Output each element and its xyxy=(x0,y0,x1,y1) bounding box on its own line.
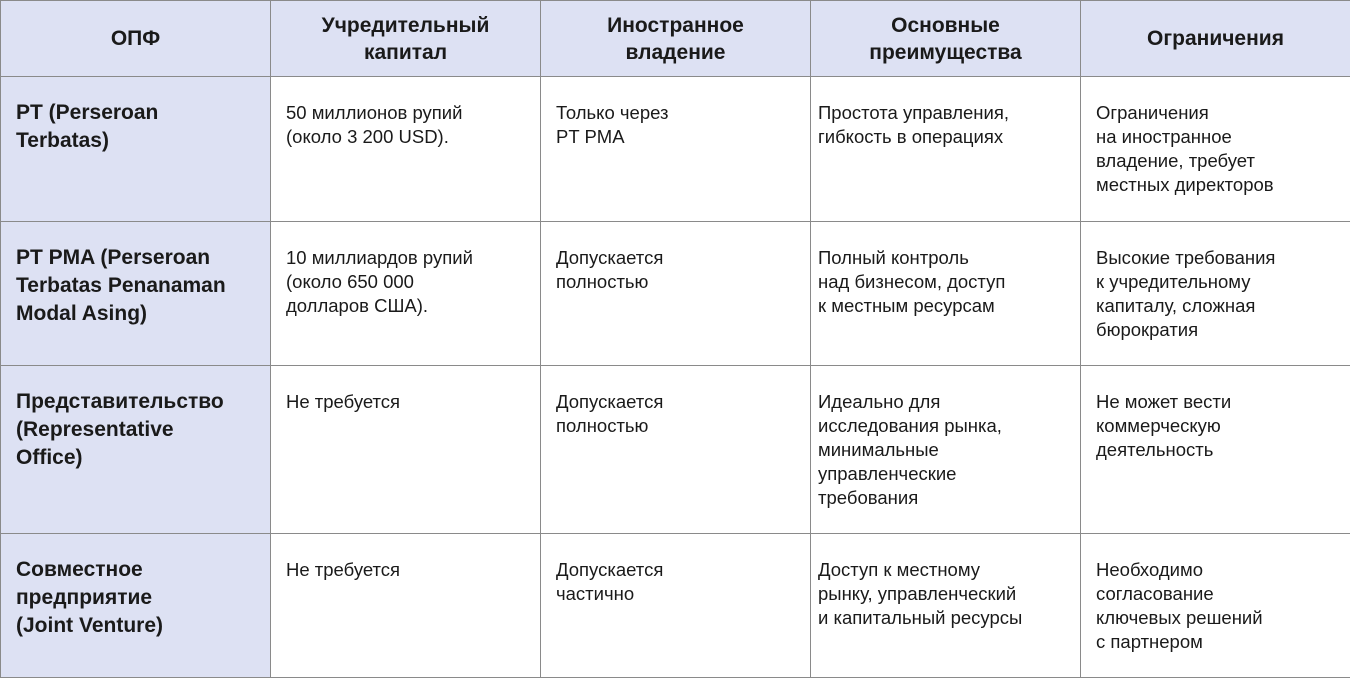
table-header xyxy=(1,1,1350,77)
table-row xyxy=(1,534,1350,678)
cell-capital: Не требуется xyxy=(271,366,541,534)
header-benefits: Основные преимущества xyxy=(811,1,1081,77)
cell-limits: Высокие требования к учредительному капиталу, сложная бюрократия xyxy=(1081,222,1350,366)
cell-limits: Необходимо согласование ключевых решений с партнером xyxy=(1081,534,1350,678)
cell-limits: Ограничения на иностранное владение, требует местных директоров xyxy=(1081,77,1350,222)
cell-benefits: Полный контроль над бизнесом, доступ к местным ресурсам xyxy=(811,222,1081,366)
header-limits: Ограничения xyxy=(1081,1,1350,77)
row-form-label: PT (Perseroan Terbatas) xyxy=(1,77,271,222)
cell-benefits: Простота управления, гибкость в операциях xyxy=(811,77,1081,222)
table-row xyxy=(1,366,1350,534)
row-form-label: PT PMA (Perseroan Terbatas Penanaman Modal Asing) xyxy=(1,222,271,366)
cell-capital: Не требуется xyxy=(271,534,541,678)
cell-benefits: Доступ к местному рынку, управленческий и капитальный ресурсы xyxy=(811,534,1081,678)
cell-limits: Не может вести коммерческую деятельность xyxy=(1081,366,1350,534)
table-row xyxy=(1,222,1350,366)
header-capital: Учредительный капитал xyxy=(271,1,541,77)
header-ownership: Иностранное владение xyxy=(541,1,811,77)
cell-ownership: Допускается частично xyxy=(541,534,811,678)
cell-capital: 50 миллионов рупий (около 3 200 USD). xyxy=(271,77,541,222)
row-form-label: Представительство (Representative Office) xyxy=(1,366,271,534)
table-body xyxy=(1,77,1350,678)
cell-ownership: Только через PT PMA xyxy=(541,77,811,222)
header-opf: ОПФ xyxy=(1,1,271,77)
cell-capital: 10 миллиардов рупий (около 650 000 долларов США). xyxy=(271,222,541,366)
cell-ownership: Допускается полностью xyxy=(541,366,811,534)
table-row xyxy=(1,77,1350,222)
cell-benefits: Идеально для исследования рынка, минимальные управленческие требования xyxy=(811,366,1081,534)
header-row xyxy=(1,1,1350,77)
row-form-label: Совместное предприятие (Joint Venture) xyxy=(1,534,271,678)
cell-ownership: Допускается полностью xyxy=(541,222,811,366)
